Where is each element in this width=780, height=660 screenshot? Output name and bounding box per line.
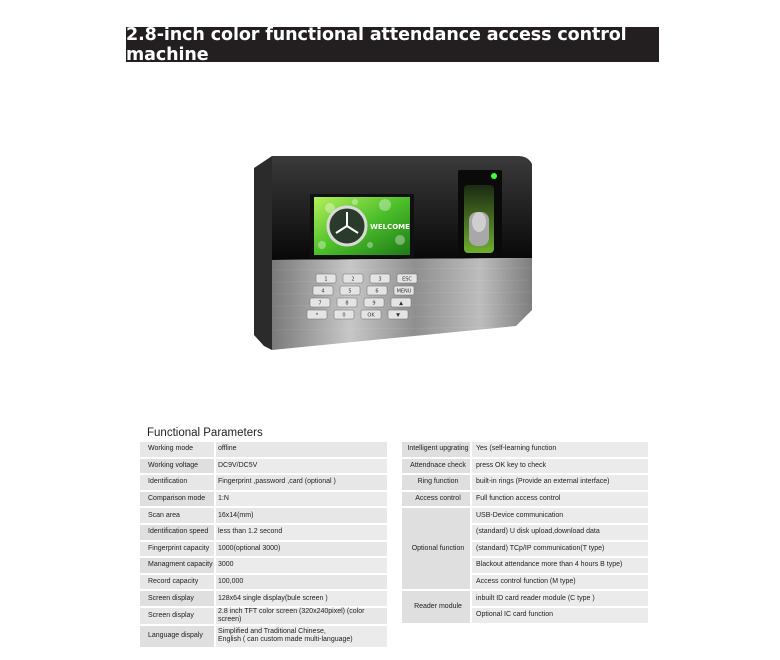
param-label: Scan area [140,508,214,523]
param-label: Screen display [140,591,214,606]
param-label: Working voltage [140,459,214,474]
param-value: less than 1.2 second [214,525,387,540]
table-row [140,492,387,507]
keypad-key-label: MENU [396,288,412,295]
param-value: Access control function (M type) [470,575,648,590]
param-value-line: Simplified and Traditional Chinese, [218,628,326,636]
keypad-key [310,298,330,307]
keypad-key-label: ESC [402,276,412,283]
keypad-key [370,274,390,283]
param-value: 100,000 [214,575,387,590]
keypad-key [397,274,417,283]
param-label: Intelligent upgrating [402,442,470,457]
keypad-key-label: 4 [321,288,325,295]
table-row [140,558,387,573]
keypad-key-label: 5 [348,288,352,295]
param-label: Attendnace check [402,459,470,474]
right-parameters-table [402,440,648,625]
param-value: built-in rings (Provide an external interface) [470,475,648,490]
screen-welcome-text: WELCOME [370,223,410,231]
keypad-key-label: 0 [342,312,346,319]
param-label: Ring function [402,475,470,490]
param-value: offline [214,442,387,457]
param-label: Comparison mode [140,492,214,507]
keypad-key-label: 6 [375,288,379,295]
left-parameters-table [140,440,387,649]
keypad-key-label: * [315,312,319,319]
param-value: (standard) TCp/IP communication(T type) [470,542,648,557]
param-label: Record capacity [140,575,214,590]
keypad-key [343,274,363,283]
table-row [140,591,387,606]
table-row [402,591,648,606]
keypad-key [364,298,384,307]
attendance-machine-image [250,150,540,355]
param-label: Screen display [140,608,214,624]
keypad-key [367,286,387,295]
param-label: Fingerprint capacity [140,542,214,557]
keypad-key [307,310,327,319]
table-row [402,492,648,507]
param-label: Working mode [140,442,214,457]
param-value: Optional IC card function [470,608,648,623]
keypad-key-label: 9 [372,300,376,307]
keypad-key-label: 2 [351,276,355,283]
param-label: Reader module [402,591,470,622]
param-value: USB-Device communication [470,508,648,523]
keypad-key [361,310,381,319]
keypad-key-label: OK [367,312,375,319]
keypad-key [316,274,336,283]
section-title: Functional Parameters [147,427,263,439]
title-banner [126,24,659,65]
param-value: Yes (self-learning function [470,442,648,457]
keypad-key [313,286,333,295]
param-value: 1:N [214,492,387,507]
keypad-key-label: 8 [345,300,349,307]
param-value: press OK key to check [470,459,648,474]
keypad-key-label: ▼ [396,312,400,319]
table-row [140,608,387,624]
param-value: Full function access control [470,492,648,507]
param-label: Optional function [402,508,470,589]
keypad-key [391,298,411,307]
keypad-key [394,286,414,295]
keypad-key-label: 7 [318,300,322,307]
table-row [140,525,387,540]
table-row [140,459,387,474]
table-row [402,475,648,490]
param-value: inbuilt ID card reader module (C type ) [470,591,648,606]
table-row [402,508,648,523]
keypad-key [334,310,354,319]
param-label: Access control [402,492,470,507]
param-value: 1000(optional 3000) [214,542,387,557]
param-value: 2.8 inch TFT color screen (320x240pixel) (color screen) [214,608,387,624]
table-row [140,508,387,523]
keypad-key-label: 1 [324,276,328,283]
keypad-key [337,298,357,307]
table-row [140,626,387,647]
param-value: 128x64 single display(bule screen ) [214,591,387,606]
param-label: Language dispaly [140,626,214,647]
keypad-key [340,286,360,295]
param-value [214,626,387,647]
param-label: Identification speed [140,525,214,540]
table-row [140,442,387,457]
param-value: 16x14(mm) [214,508,387,523]
table-row [140,542,387,557]
param-label: Identification [140,475,214,490]
table-row [140,475,387,490]
param-label: Managment capacity [140,558,214,573]
param-value: 3000 [214,558,387,573]
keypad-key [388,310,408,319]
param-value-line: English ( can custom made multi-language) [218,636,353,644]
table-row [402,459,648,474]
table-row [140,575,387,590]
param-value: Fingerprint ,password ,card (optional ) [214,475,387,490]
keypad-key-label: ▲ [399,300,403,307]
keypad-key-label: 3 [378,276,382,283]
param-value: Blackout attendance more than 4 hours B type) [470,558,648,573]
table-row [402,442,648,457]
param-value: DC9V/DC5V [214,459,387,474]
param-value: (standard) U disk upload,download data [470,525,648,540]
page-title: 2.8-inch color functional attendance access control machine [126,24,627,65]
